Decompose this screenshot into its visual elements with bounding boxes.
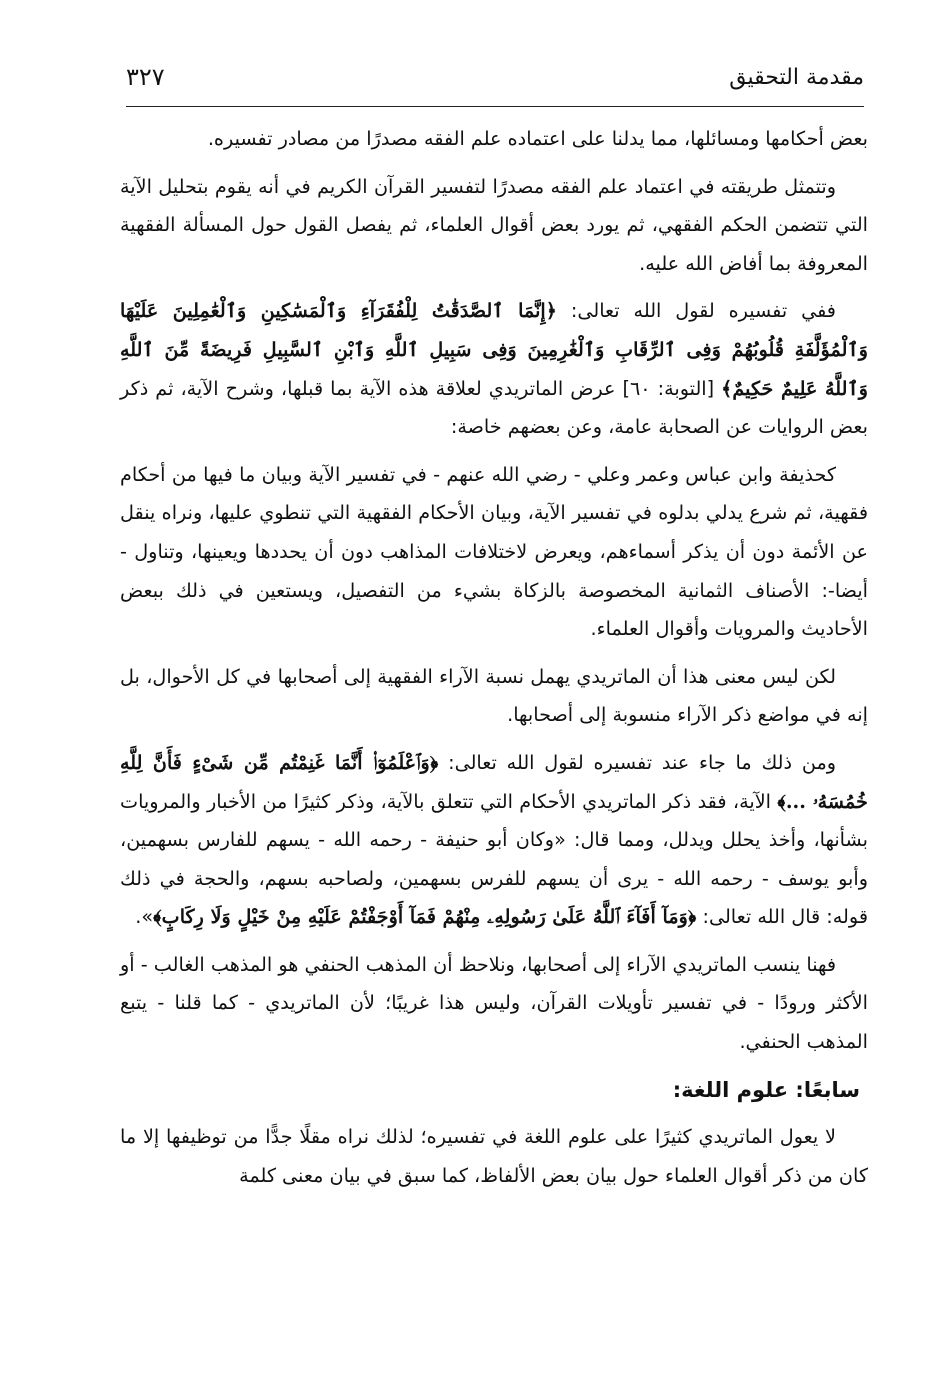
- header-divider: [126, 106, 864, 107]
- paragraph-text: كحذيفة وابن عباس وعمر وعلي - رضي الله عنهم - في تفسير الآية وبيان ما فيها من أحكام فقهية، ثم شرع يدلي بدلوه في تفسير الآية، وبيان الأحكام الفقهية التي تنطوي عليها، ونراه ينقل عن الأئمة دون أن يذكر أسماءهم، ويعرض لاختلافات المذاهب دون أن يحددها ويعينها، وتناول - أيضا-: الأصناف الثمانية المخصوصة بالزكاة بشيء من التفصيل، ويستعين في ذلك ببعض الأحاديث والمرويات وأقوال العلماء.: [120, 462, 868, 641]
- paragraph-1: [120, 120, 868, 159]
- paragraph-7: [120, 946, 868, 1062]
- running-title: مقدمة التحقيق: [729, 64, 864, 90]
- paragraph-text: ».: [135, 905, 154, 929]
- paragraph-text: وتتمثل طريقته في اعتماد علم الفقه مصدرًا لتفسير القرآن الكريم في أنه يقوم بتحليل الآية التي تتضمن الحكم الفقهي، ثم يورد بعض أقوال العلماء، ثم يفصل القول حول المسألة الفقهية المعروفة بما أفاض الله عليه.: [120, 174, 868, 275]
- paragraph-text: لا يعول الماتريدي كثيرًا على علوم اللغة في تفسيره؛ لذلك نراه مقلًا جدًّا من توظيفها إلا ما كان من ذكر أقوال العلماء حول بيان بعض الألفاظ، كما سبق في بيان معنى كلمة: [120, 1125, 868, 1187]
- closing-paragraph: [120, 1118, 868, 1195]
- paragraph-5: [120, 658, 868, 735]
- page-number: ٣٢٧: [126, 63, 165, 91]
- paragraph-text: فهنا ينسب الماتريدي الآراء إلى أصحابها، ونلاحظ أن المذهب الحنفي هو المذهب الغالب - أو الأكثر ورودًا - في تفسير تأويلات القرآن، وليس هذا غريبًا؛ لأن الماتريدي - كما قلنا - يتبع المذهب الحنفي.: [120, 952, 868, 1054]
- running-header: [126, 52, 864, 102]
- section-heading: سابعًا: علوم اللغة:: [672, 1077, 860, 1102]
- quran-verse: ﴿وَمَآ أَفَآءَ ٱللَّهُ عَلَىٰ رَسُولِهِۦ مِنْهُمْ فَمَآ أَوْجَفْتُمْ عَلَيْهِ مِنْ خَيْلٍ وَلَا رِكَابٍ﴾: [153, 905, 697, 929]
- paragraph-3: [120, 292, 868, 446]
- paragraph-text: ففي تفسيره لقول الله تعالى:: [556, 299, 836, 323]
- page-body: [120, 120, 868, 1204]
- paragraph-2: [120, 168, 868, 284]
- quran-verse: ﴿وَٱعْلَمُوٓا۟ أَنَّمَا غَنِمْتُم مِّن شَىْءٍ فَأَنَّ لِلَّهِ خُمُسَهُۥ ...﴾: [120, 750, 868, 813]
- paragraph-text: [التوبة: ٦٠] عرض الماتريدي لعلاقة هذه الآية بما قبلها، وشرح الآية، ثم ذكر بعض الروايات عن الصحابة عامة، وعن بعضهم خاصة:: [120, 376, 868, 439]
- paragraph-text: ومن ذلك ما جاء عند تفسيره لقول الله تعالى:: [438, 750, 836, 774]
- paragraph-4: [120, 456, 868, 649]
- paragraph-text: بعض أحكامها ومسائلها، مما يدلنا على اعتماده علم الفقه مصدرًا من مصادر تفسيره.: [207, 127, 868, 150]
- paragraph-text: لكن ليس معنى هذا أن الماتريدي يهمل نسبة الآراء الفقهية إلى أصحابها في كل الأحوال، بل إنه في مواضع ذكر الآراء منسوبة إلى أصحابها.: [120, 664, 868, 727]
- quran-verse: ﴿إِنَّمَا ٱلصَّدَقَٰتُ لِلْفُقَرَآءِ وَٱلْمَسَٰكِينِ وَٱلْعَٰمِلِينَ عَلَيْهَا وَٱلْمُؤَلَّفَةِ قُلُوبُهُمْ وَفِى ٱلرِّقَابِ وَٱلْغَٰرِمِينَ وَفِى سَبِيلِ ٱللَّهِ وَٱبْنِ ٱلسَّبِيلِ فَرِيضَةً مِّنَ ٱللَّهِ وَٱللَّهُ عَلِيمٌ حَكِيمٌ﴾: [120, 299, 869, 400]
- paragraph-text: الآية، فقد ذكر الماتريدي الأحكام التي تتعلق بالآية، وذكر كثيرًا من الأخبار والمرويات بشأنها، وأخذ يحلل ويدلل، ومما قال: «وكان أبو حنيفة - رحمه الله - يسهم للفارس بسهمين، وأبو يوسف - رحمه الله - يرى أن يسهم للفرس بسهمين، ولصاحبه بسهم، والحجة في ذلك قوله: قال الله تعالى:: [120, 789, 868, 929]
- paragraph-6: [120, 744, 868, 937]
